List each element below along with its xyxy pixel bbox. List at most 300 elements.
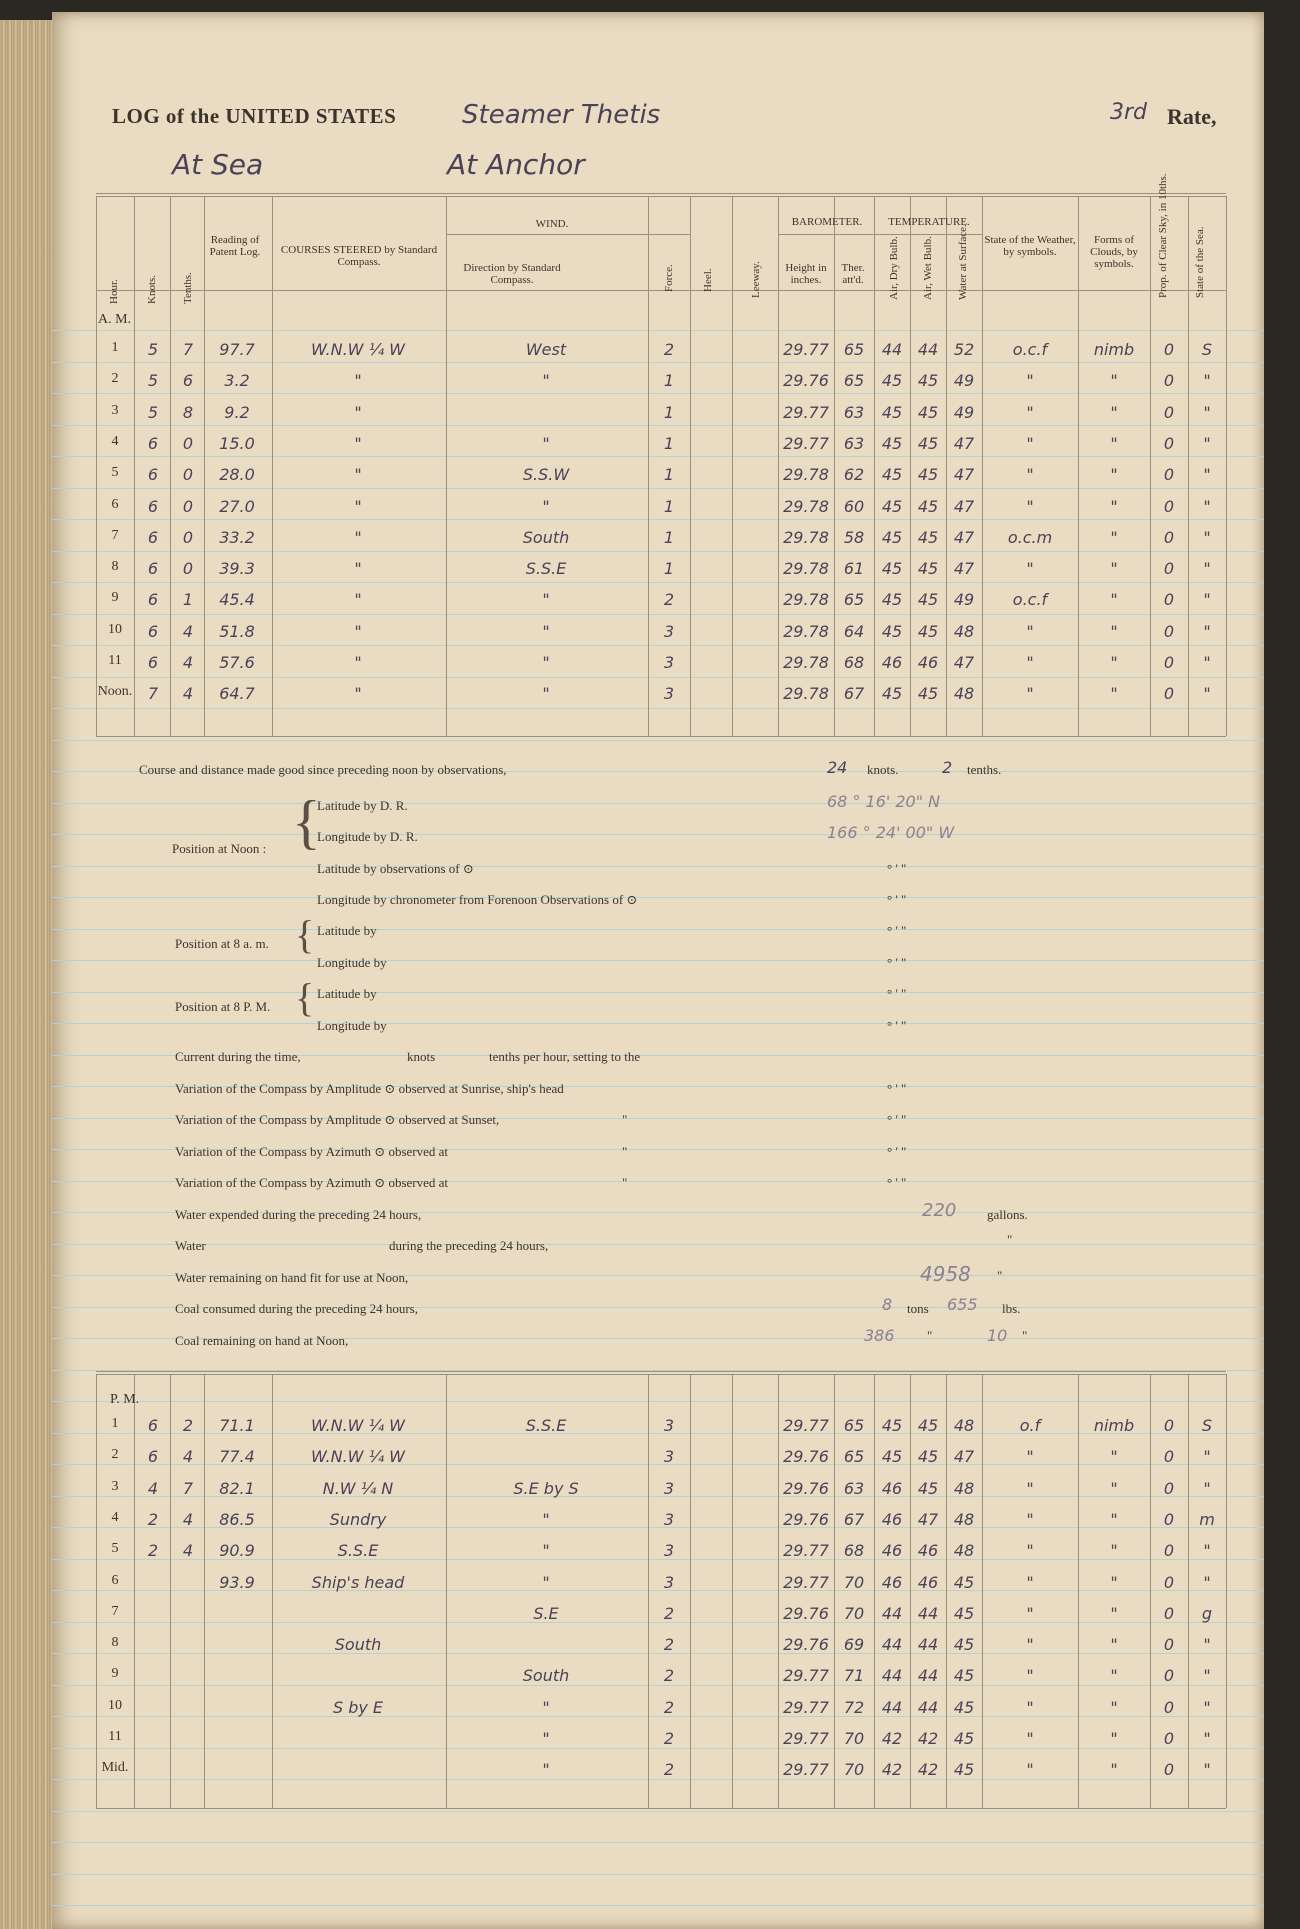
ruled-line <box>52 708 1264 709</box>
cell-water: 45 <box>953 1635 975 1655</box>
cell-force: 3 <box>663 684 675 704</box>
at-sea-label: At Sea <box>172 148 264 181</box>
cell-force: 3 <box>663 653 675 672</box>
lon-chron-label: Longitude by chronometer from Forenoon Observations of ⊙ <box>317 892 638 907</box>
cell-sea: " <box>1203 1666 1211 1686</box>
cell-dry: 46 <box>881 1541 903 1561</box>
cell-wind-dir: S.S.W <box>522 465 570 485</box>
gallons-label: gallons. <box>987 1207 1028 1222</box>
cell-baro: 29.78 <box>783 559 829 579</box>
coal-consumed-lbs: 655 <box>947 1295 978 1314</box>
cell-wind-dir: S.E <box>533 1603 559 1623</box>
cell-hour: 11 <box>108 1729 122 1744</box>
cell-wet: 46 <box>917 1541 939 1561</box>
var-sunrise-label: Variation of the Compass by Amplitude ⊙ observed at Sunrise, ship's head <box>175 1081 564 1096</box>
table-row-line <box>96 290 1226 291</box>
cell-sea: " <box>1203 1729 1211 1748</box>
cell-sea: " <box>1203 559 1211 579</box>
coal-remaining-lbs: 10 <box>987 1326 1008 1345</box>
noon-brace: { <box>292 789 321 855</box>
cell-clear: 0 <box>1163 1572 1175 1592</box>
header-heel: Heel. <box>702 268 714 292</box>
at-anchor-label: At Anchor <box>447 148 585 181</box>
cell-course: " <box>354 590 362 610</box>
cell-tenths: 0 <box>182 496 194 516</box>
cell-force: 3 <box>663 621 675 641</box>
cell-ther: 71 <box>843 1666 865 1686</box>
cell-baro: 29.78 <box>783 590 829 610</box>
cell-dry: 45 <box>881 402 903 422</box>
cell-hour: 5 <box>111 1541 119 1557</box>
cell-ther: 63 <box>843 402 865 422</box>
cell-clouds: " <box>1110 1603 1118 1623</box>
cell-log: 39.3 <box>219 559 255 579</box>
header-force: Force. <box>663 264 675 292</box>
cell-clouds: " <box>1110 1729 1118 1748</box>
lbs-label: lbs. <box>1002 1301 1021 1316</box>
cell-wind-dir: " <box>542 1572 550 1592</box>
rate-label: Rate, <box>1167 104 1217 129</box>
cell-wind-dir: S.S.E <box>525 559 567 579</box>
cell-knots: 5 <box>147 340 159 359</box>
cell-dry: 45 <box>881 684 903 704</box>
cell-force: 1 <box>663 433 675 453</box>
lat-dr-label: Latitude by D. R. <box>317 798 408 813</box>
cell-wet: 45 <box>917 1447 939 1467</box>
cell-baro: 29.77 <box>783 1666 829 1686</box>
water-during-label: during the preceding 24 hours, <box>389 1238 549 1253</box>
lat-8am-units: ° ' " <box>887 923 907 938</box>
cell-wind-dir: " <box>542 1697 550 1717</box>
cell-ther: 70 <box>843 1572 865 1592</box>
cell-weather: " <box>1026 496 1034 516</box>
cell-wind-dir: " <box>542 653 550 672</box>
cell-force: 3 <box>663 1478 675 1498</box>
cell-wet: 45 <box>917 621 939 641</box>
table-column-line <box>134 196 135 736</box>
cell-dry: 45 <box>881 371 903 391</box>
cell-hour: 8 <box>111 1635 119 1651</box>
ruled-line <box>52 803 1264 804</box>
cell-clear: 0 <box>1163 1603 1175 1623</box>
cell-hour: 9 <box>111 590 119 606</box>
cell-dry: 44 <box>881 1666 903 1686</box>
current-knots-label: knots <box>407 1049 436 1064</box>
cell-wet: 44 <box>917 1666 939 1686</box>
cell-dry: 45 <box>881 621 903 641</box>
cell-dry: 45 <box>881 465 903 485</box>
var-azimuth1-label: Variation of the Compass by Azimuth ⊙ observed at <box>175 1144 449 1159</box>
cell-force: 3 <box>663 1447 675 1467</box>
cell-dry: 44 <box>881 1635 903 1655</box>
var-sunset-label: Variation of the Compass by Amplitude ⊙ observed at Sunset, <box>175 1112 500 1127</box>
water-expended-label: Water expended during the preceding 24 hours, <box>175 1207 422 1222</box>
cell-sea: " <box>1203 1541 1211 1561</box>
var-sunset-ditto: " <box>622 1112 628 1127</box>
cell-clouds: " <box>1110 559 1118 579</box>
cell-sea: m <box>1199 1509 1215 1529</box>
cell-clear: 0 <box>1163 1635 1175 1655</box>
cell-tenths: 4 <box>182 1541 194 1561</box>
ruled-line <box>52 740 1264 741</box>
cell-water: 49 <box>953 590 975 610</box>
cell-clear: 0 <box>1163 1447 1175 1467</box>
cell-course: W.N.W ¼ W <box>311 340 405 359</box>
cell-dry: 46 <box>881 653 903 672</box>
table-column-line <box>1226 1374 1227 1808</box>
cell-tenths: 0 <box>182 465 194 485</box>
cell-baro: 29.76 <box>783 1478 829 1498</box>
cell-baro: 29.77 <box>783 1541 829 1561</box>
cell-force: 2 <box>663 1603 675 1623</box>
cell-force: 2 <box>663 1666 675 1686</box>
cell-log: 86.5 <box>219 1509 255 1529</box>
cell-wind-dir: West <box>525 340 567 359</box>
cell-ther: 65 <box>843 371 865 391</box>
cell-weather: " <box>1026 1447 1034 1467</box>
cell-water: 47 <box>953 1447 975 1467</box>
var-azimuth1-units: ° ' " <box>887 1144 907 1159</box>
table-top-border <box>96 1371 1226 1372</box>
header-air-dry: Air, Dry Bulb. <box>888 236 900 300</box>
cell-clear: 0 <box>1163 653 1175 672</box>
ruled-line <box>52 614 1264 615</box>
lon-dr-label: Longitude by D. R. <box>317 829 418 844</box>
cell-force: 2 <box>663 340 675 359</box>
cell-clouds: " <box>1110 402 1118 422</box>
header-temperature: TEMPERATURE. <box>888 216 970 228</box>
cell-dry: 46 <box>881 1478 903 1498</box>
cell-clear: 0 <box>1163 1697 1175 1717</box>
table-top-border <box>96 193 1226 194</box>
cell-baro: 29.76 <box>783 1447 829 1467</box>
cell-hour: 1 <box>111 340 119 355</box>
header-ther-attd: Ther. att'd. <box>841 262 865 286</box>
cell-log: 28.0 <box>219 465 255 485</box>
cell-force: 3 <box>663 1541 675 1561</box>
cell-log: 15.0 <box>219 433 255 453</box>
cell-water: 48 <box>953 1478 975 1498</box>
table-column-line <box>732 1374 733 1808</box>
cell-force: 1 <box>663 559 675 579</box>
log-page <box>52 12 1264 1929</box>
cell-water: 45 <box>953 1697 975 1717</box>
cell-wet: 42 <box>917 1760 939 1780</box>
cell-hour: 11 <box>108 653 122 668</box>
current-tenths-label: tenths per hour, setting to the <box>489 1049 641 1064</box>
cell-course: " <box>354 371 362 391</box>
ruled-line <box>52 488 1264 489</box>
cell-log: 3.2 <box>224 371 250 391</box>
cell-clear: 0 <box>1163 1478 1175 1498</box>
cell-wet: 45 <box>917 527 939 547</box>
cell-knots: 6 <box>147 559 159 579</box>
cell-sea: S <box>1201 1416 1213 1435</box>
cell-baro: 29.78 <box>783 653 829 672</box>
cell-hour: 3 <box>111 1478 119 1494</box>
cell-knots: 7 <box>147 684 159 704</box>
cell-ther: 61 <box>843 559 865 579</box>
cell-tenths: 4 <box>182 684 194 704</box>
cell-clouds: " <box>1110 527 1118 547</box>
coal-remaining-label: Coal remaining on hand at Noon, <box>175 1333 349 1348</box>
cell-wet: 45 <box>917 496 939 516</box>
cell-clear: 0 <box>1163 1666 1175 1686</box>
cell-tenths: 7 <box>182 1478 194 1498</box>
cell-wind-dir: " <box>542 1729 550 1748</box>
cell-water: 48 <box>953 1541 975 1561</box>
cell-knots: 5 <box>147 402 159 422</box>
cell-dry: 45 <box>881 527 903 547</box>
cell-sea: " <box>1203 465 1211 485</box>
cell-log: 57.6 <box>219 653 255 672</box>
cell-weather: " <box>1026 1541 1034 1561</box>
cell-wet: 44 <box>917 340 939 359</box>
cell-clouds: " <box>1110 1635 1118 1655</box>
cell-course: South <box>334 1635 382 1655</box>
cell-sea: " <box>1203 496 1211 516</box>
cell-tenths: 2 <box>182 1416 194 1435</box>
header-wind-direction: Direction by Standard Compass. <box>463 262 561 286</box>
cell-hour: 7 <box>111 527 119 543</box>
cell-course: N.W ¼ N <box>322 1478 394 1498</box>
cell-hour: 3 <box>111 402 119 418</box>
cell-hour: 10 <box>108 1697 122 1713</box>
ruled-line <box>52 992 1264 993</box>
cell-weather: " <box>1026 465 1034 485</box>
cell-wind-dir: S.S.E <box>525 1416 567 1435</box>
cell-force: 3 <box>663 1509 675 1529</box>
cell-weather: " <box>1026 1478 1034 1498</box>
cell-knots: 6 <box>147 496 159 516</box>
cell-knots: 6 <box>147 590 159 610</box>
cell-clear: 0 <box>1163 559 1175 579</box>
cell-sea: " <box>1203 1635 1211 1655</box>
cell-hour: 10 <box>108 621 122 637</box>
cell-clouds: " <box>1110 1572 1118 1592</box>
cell-clear: 0 <box>1163 402 1175 422</box>
ruled-line <box>52 1401 1264 1402</box>
coal-consumed-label: Coal consumed during the preceding 24 hours, <box>175 1301 418 1316</box>
ruled-line <box>52 582 1264 583</box>
cell-sea: " <box>1203 402 1211 422</box>
cell-tenths: 6 <box>182 371 194 391</box>
cell-clear: 0 <box>1163 433 1175 453</box>
cell-hour: 2 <box>111 371 119 387</box>
cell-wet: 45 <box>917 433 939 453</box>
table-column-line <box>170 1374 171 1808</box>
cell-weather: " <box>1026 1666 1034 1686</box>
cell-ther: 70 <box>843 1603 865 1623</box>
course-distance-label: Course and distance made good since preceding noon by observations, <box>139 762 507 777</box>
ruled-line <box>52 677 1264 678</box>
cell-wet: 46 <box>917 653 939 672</box>
header-height: Height in inches. <box>785 262 827 286</box>
cell-force: 3 <box>663 1416 675 1435</box>
cell-log: 9.2 <box>224 402 250 422</box>
cell-tenths: 1 <box>182 590 194 610</box>
tenths-label: tenths. <box>967 762 1002 777</box>
cell-hour: 4 <box>111 1509 119 1525</box>
cell-water: 45 <box>953 1760 975 1780</box>
cell-baro: 29.77 <box>783 1697 829 1717</box>
cell-water: 48 <box>953 621 975 641</box>
cell-force: 1 <box>663 465 675 485</box>
ruled-line <box>52 1244 1264 1245</box>
cell-sea: " <box>1203 1697 1211 1717</box>
cell-wind-dir: " <box>542 621 550 641</box>
table-row-line <box>96 1808 1226 1809</box>
cell-sea: " <box>1203 433 1211 453</box>
cell-knots: 6 <box>147 621 159 641</box>
cell-ther: 72 <box>843 1697 865 1717</box>
header-tenths: Tenths. <box>182 272 194 304</box>
cell-baro: 29.78 <box>783 684 829 704</box>
cell-sea: " <box>1203 1760 1211 1780</box>
cell-ther: 65 <box>843 1447 865 1467</box>
header-water-surface: Water at Surface. <box>957 224 969 300</box>
cell-log: 71.1 <box>219 1416 255 1435</box>
lon-dr-value: 166 ° 24' 00" W <box>827 823 955 842</box>
cell-ther: 67 <box>843 1509 865 1529</box>
united-states-label: UNITED STATES <box>225 104 397 128</box>
cell-course: " <box>354 653 362 672</box>
cell-clouds: " <box>1110 496 1118 516</box>
cell-weather: " <box>1026 433 1034 453</box>
distance-knots: 24 <box>827 758 848 777</box>
cell-clouds: " <box>1110 1541 1118 1561</box>
current-label: Current during the time, <box>175 1049 301 1064</box>
cell-tenths: 4 <box>182 621 194 641</box>
cell-course: " <box>354 684 362 704</box>
table-row-line <box>96 736 1226 737</box>
cell-force: 1 <box>663 402 675 422</box>
tons-label: tons <box>907 1301 929 1316</box>
am-label: A. M. <box>98 312 132 327</box>
coal-consumed-tons: 8 <box>882 1295 893 1314</box>
cell-wind-dir: " <box>542 684 550 704</box>
cell-knots: 6 <box>147 653 159 672</box>
cell-clouds: " <box>1110 1666 1118 1686</box>
cell-course: S by E <box>332 1697 384 1717</box>
cell-clouds: " <box>1110 433 1118 453</box>
cell-wet: 45 <box>917 465 939 485</box>
cell-tenths: 4 <box>182 653 194 672</box>
cell-force: 2 <box>663 1635 675 1655</box>
header-leeway: Leeway. <box>750 261 762 298</box>
cell-weather: " <box>1026 402 1034 422</box>
cell-ther: 63 <box>843 1478 865 1498</box>
book-page-edges <box>0 20 60 1929</box>
cell-ther: 58 <box>843 527 865 547</box>
cell-dry: 45 <box>881 433 903 453</box>
coal-remaining-tons-ditto: " <box>927 1328 933 1343</box>
cell-wet: 46 <box>917 1572 939 1592</box>
cell-wind-dir: " <box>542 371 550 391</box>
pm-label: P. M. <box>110 1392 140 1407</box>
cell-wet: 45 <box>917 1478 939 1498</box>
cell-course: W.N.W ¼ W <box>311 1416 405 1435</box>
water-remaining-ditto: " <box>997 1268 1003 1283</box>
cell-baro: 29.78 <box>783 527 829 547</box>
cell-ther: 64 <box>843 621 865 641</box>
cell-log: 45.4 <box>219 590 255 610</box>
cell-clouds: " <box>1110 1447 1118 1467</box>
table-row-line <box>96 1374 1226 1375</box>
water-expended-value: 220 <box>922 1200 957 1221</box>
cell-clear: 0 <box>1163 371 1175 391</box>
cell-wet: 44 <box>917 1603 939 1623</box>
var-azimuth2-ditto: " <box>622 1175 628 1190</box>
cell-log: 97.7 <box>219 340 255 359</box>
cell-dry: 46 <box>881 1572 903 1592</box>
cell-dry: 44 <box>881 1697 903 1717</box>
cell-course: S.S.E <box>337 1541 379 1561</box>
cell-weather: " <box>1026 684 1034 704</box>
ruled-line <box>52 866 1264 867</box>
cell-wet: 45 <box>917 559 939 579</box>
cell-force: 1 <box>663 371 675 391</box>
cell-force: 2 <box>663 1697 675 1717</box>
cell-water: 45 <box>953 1729 975 1748</box>
cell-clouds: " <box>1110 465 1118 485</box>
cell-water: 47 <box>953 653 975 672</box>
cell-sea: " <box>1203 1478 1211 1498</box>
cell-wind-dir: South <box>522 527 570 547</box>
cell-weather: o.c.f <box>1012 590 1048 610</box>
cell-wind-dir: S.E by S <box>513 1478 579 1498</box>
cell-wind-dir: " <box>542 1760 550 1780</box>
cell-hour: 6 <box>111 1572 119 1588</box>
rate-value: 3rd <box>1110 100 1148 125</box>
cell-force: 2 <box>663 590 675 610</box>
cell-clouds: " <box>1110 590 1118 610</box>
header-clouds: Forms of Clouds, by symbols. <box>1090 234 1138 270</box>
cell-tenths: 4 <box>182 1509 194 1529</box>
ruled-line <box>52 1023 1264 1024</box>
cell-log: 51.8 <box>219 621 255 641</box>
cell-sea: " <box>1203 653 1211 672</box>
cell-force: 1 <box>663 496 675 516</box>
cell-clear: 0 <box>1163 1729 1175 1748</box>
cell-clouds: " <box>1110 1509 1118 1529</box>
cell-log: 33.2 <box>219 527 255 547</box>
cell-clouds: " <box>1110 684 1118 704</box>
cell-sea: " <box>1203 1572 1211 1592</box>
cell-course: " <box>354 465 362 485</box>
cell-wet: 44 <box>917 1635 939 1655</box>
cell-log: 82.1 <box>219 1478 255 1498</box>
cell-ther: 68 <box>843 1541 865 1561</box>
cell-ther: 70 <box>843 1729 865 1748</box>
cell-force: 1 <box>663 527 675 547</box>
position-8pm-label: Position at 8 P. M. <box>175 999 271 1014</box>
cell-course: " <box>354 527 362 547</box>
cell-water: 47 <box>953 527 975 547</box>
cell-wind-dir: " <box>542 433 550 453</box>
cell-dry: 44 <box>881 340 903 359</box>
cell-knots: 2 <box>147 1509 159 1529</box>
cell-weather: " <box>1026 1729 1034 1748</box>
cell-clear: 0 <box>1163 621 1175 641</box>
lon-8pm-units: ° ' " <box>887 1018 907 1033</box>
cell-baro: 29.77 <box>783 1416 829 1435</box>
cell-weather: " <box>1026 1572 1034 1592</box>
cell-baro: 29.77 <box>783 1729 829 1748</box>
header-hour: Hour. <box>108 279 120 304</box>
cell-clear: 0 <box>1163 340 1175 359</box>
cell-knots: 6 <box>147 1416 159 1435</box>
